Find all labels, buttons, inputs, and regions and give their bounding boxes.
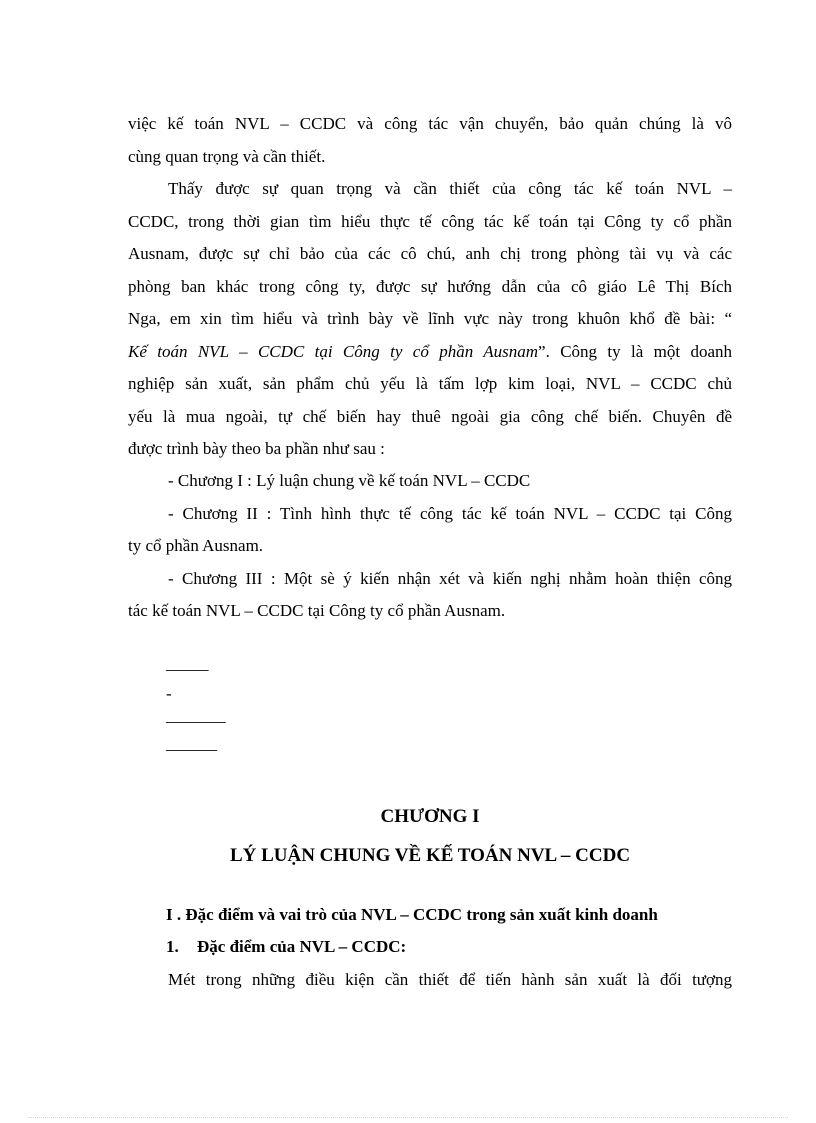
text-line: yếu là mua ngoài, tự chế biến hay thuê ngoài gia công chế biến. Chuyên đề xyxy=(128,406,732,426)
chapter-item-1: - Chương I : Lý luận chung về kế toán NVL – CCDC xyxy=(168,471,531,490)
text-fragment: ”. Công ty là một doanh xyxy=(538,341,732,361)
page-footer-divider xyxy=(28,1117,788,1118)
text-line: Thấy được sự quan trọng và cần thiết của công tác kế toán NVL – xyxy=(168,179,732,198)
chapter-title: LÝ LUẬN CHUNG VỀ KẾ TOÁN NVL – CCDC xyxy=(229,845,631,866)
dash-mark: - xyxy=(166,684,172,703)
text-line: Mét trong những điều kiện cần thiết để tiến hành sản xuất là đối tượng xyxy=(168,970,732,989)
text-line: phòng ban khác trong công ty, được sự hướng dẫn của cô giáo Lê Thị Bích xyxy=(128,276,732,296)
text-line: CCDC, trong thời gian tìm hiểu thực tế công tác kế toán tại Công ty cổ phần xyxy=(128,211,732,231)
underline-mark: _____ xyxy=(166,654,209,673)
text-line: việc kế toán NVL – CCDC và công tác vận chuyển, bảo quản chúng là vô xyxy=(128,114,732,133)
chapter-item-2-cont: ty cổ phần Ausnam. xyxy=(128,536,264,555)
subsection-heading: Đặc điểm của NVL – CCDC: xyxy=(197,937,407,956)
subsection-number: 1. xyxy=(166,937,179,956)
text-line: Nga, em xin tìm hiểu và trình bày về lĩnh vực này trong khuôn khổ đề bài: “ xyxy=(128,309,732,328)
text-line: được trình bày theo ba phần như sau : xyxy=(128,439,385,458)
section-heading: I . Đặc điểm và vai trò của NVL – CCDC trong sản xuất kinh doanh xyxy=(166,905,658,924)
paragraph-purpose xyxy=(128,173,732,466)
chapter-list xyxy=(128,465,732,628)
paragraph-characteristics xyxy=(128,964,732,997)
text-line xyxy=(128,336,732,369)
topic-title: Kế toán NVL – CCDC tại Công ty cổ phần Ausnam xyxy=(128,341,539,361)
chapter-item-2: - Chương II : Tình hình thực tế công tác kế toán NVL – CCDC tại Công xyxy=(168,503,732,523)
text-line: cùng quan trọng và cần thiết. xyxy=(128,146,326,166)
underline-mark: ______ xyxy=(166,734,217,753)
paragraph-intro-end xyxy=(128,108,732,173)
chapter-item-3-cont: tác kế toán NVL – CCDC tại Công ty cổ phần Ausnam. xyxy=(128,601,506,620)
chapter-item-3: - Chương III : Một sè ý kiến nhận xét và kiến nghị nhằm hoàn thiện công xyxy=(168,568,732,588)
underline-mark: _______ xyxy=(166,706,226,725)
text-line: Ausnam, được sự chỉ bảo của các cô chú, anh chị trong phòng tài vụ và các xyxy=(128,244,732,263)
text-line: nghiệp sản xuất, sản phẩm chủ yếu là tấm lợp kim loại, NVL – CCDC chủ xyxy=(128,374,732,393)
chapter-number: CHƯƠNG I xyxy=(380,806,480,827)
